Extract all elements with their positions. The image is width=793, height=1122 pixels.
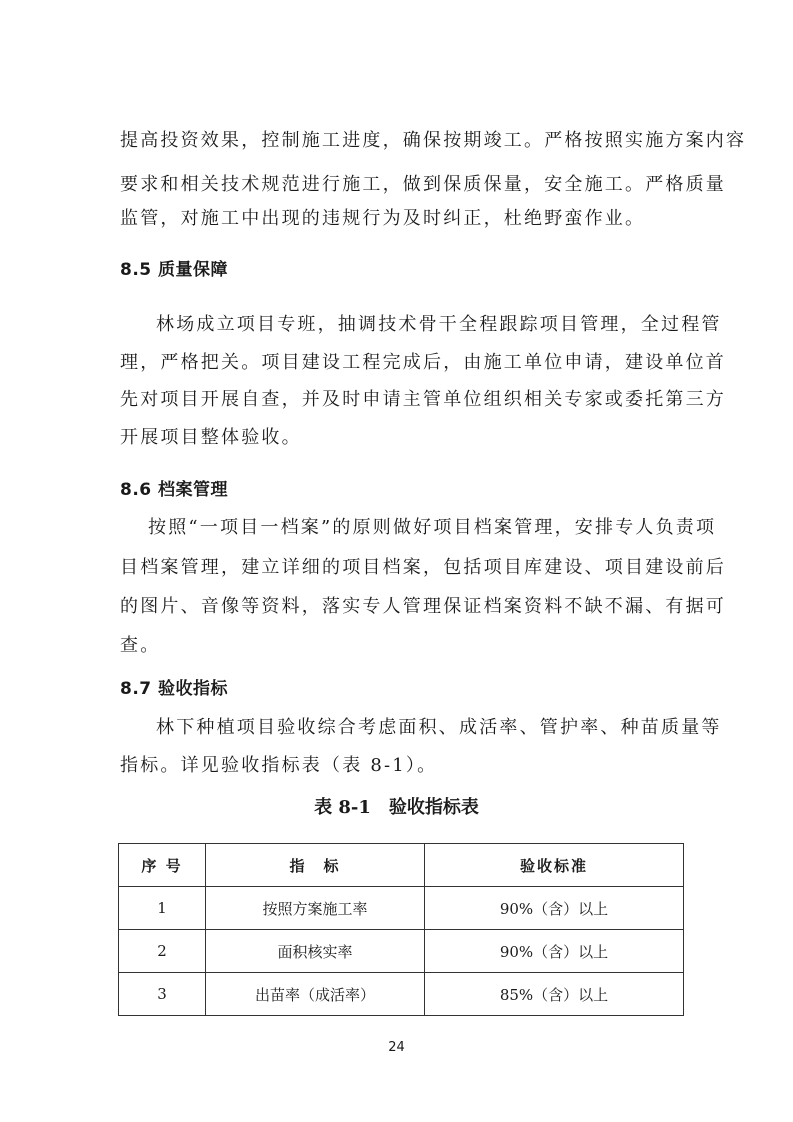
cell-standard: 90%（含）以上 bbox=[425, 887, 684, 930]
paragraph-line: 提高投资效果，控制施工进度，确保按期竣工。严格按照实施方案内容 bbox=[120, 130, 747, 151]
header-seq: 序 号 bbox=[119, 844, 206, 887]
paragraph-line: 林场成立项目专班，抽调技术骨干全程跟踪项目管理，全过程管 bbox=[156, 314, 722, 335]
paragraph-line: 先对项目开展自查，并及时申请主管单位组织相关专家或委托第三方 bbox=[120, 389, 726, 410]
paragraph-line: 的图片、音像等资料，落实专人管理保证档案资料不缺不漏、有据可 bbox=[120, 596, 726, 617]
table-caption-number: 表 8-1 bbox=[314, 797, 371, 818]
cell-standard: 90%（含）以上 bbox=[425, 930, 684, 973]
table-header-row bbox=[119, 844, 684, 887]
paragraph-line: 监管，对施工中出现的违规行为及时纠正，杜绝野蛮作业。 bbox=[120, 208, 646, 229]
page-number: 24 bbox=[388, 1040, 405, 1055]
paragraph-line: 指标。详见验收指标表（表 8-1）。 bbox=[120, 755, 438, 776]
acceptance-index-table bbox=[118, 843, 684, 1016]
paragraph-line: 按照“一项目一档案”的原则做好项目档案管理，安排专人负责项 bbox=[148, 517, 717, 538]
table-row bbox=[119, 930, 684, 973]
cell-standard: 85%（含）以上 bbox=[425, 973, 684, 1016]
section-heading-8-6: 8.6 档案管理 bbox=[120, 480, 229, 500]
paragraph-line: 目档案管理，建立详细的项目档案，包括项目库建设、项目建设前后 bbox=[120, 557, 726, 578]
section-heading-8-5: 8.5 质量保障 bbox=[120, 260, 229, 280]
cell-index: 面积核实率 bbox=[206, 930, 425, 973]
table-row bbox=[119, 973, 684, 1016]
cell-seq: 2 bbox=[119, 930, 206, 973]
table-caption bbox=[0, 796, 793, 820]
header-index: 指 标 bbox=[206, 844, 425, 887]
paragraph-line: 要求和相关技术规范进行施工，做到保质保量，安全施工。严格质量 bbox=[120, 174, 726, 195]
cell-seq: 3 bbox=[119, 973, 206, 1016]
cell-index: 出苗率（成活率） bbox=[206, 973, 425, 1016]
cell-seq: 1 bbox=[119, 887, 206, 930]
paragraph-line: 开展项目整体验收。 bbox=[120, 427, 302, 448]
table-caption-title: 验收指标表 bbox=[388, 797, 479, 818]
paragraph-line: 理，严格把关。项目建设工程完成后，由施工单位申请，建设单位首 bbox=[120, 352, 726, 373]
cell-index: 按照方案施工率 bbox=[206, 887, 425, 930]
table-row bbox=[119, 887, 684, 930]
paragraph-line: 查。 bbox=[120, 635, 161, 656]
paragraph-line: 林下种植项目验收综合考虑面积、成活率、管护率、种苗质量等 bbox=[156, 717, 722, 738]
header-standard: 验收标准 bbox=[425, 844, 684, 887]
section-heading-8-7: 8.7 验收指标 bbox=[120, 679, 229, 699]
